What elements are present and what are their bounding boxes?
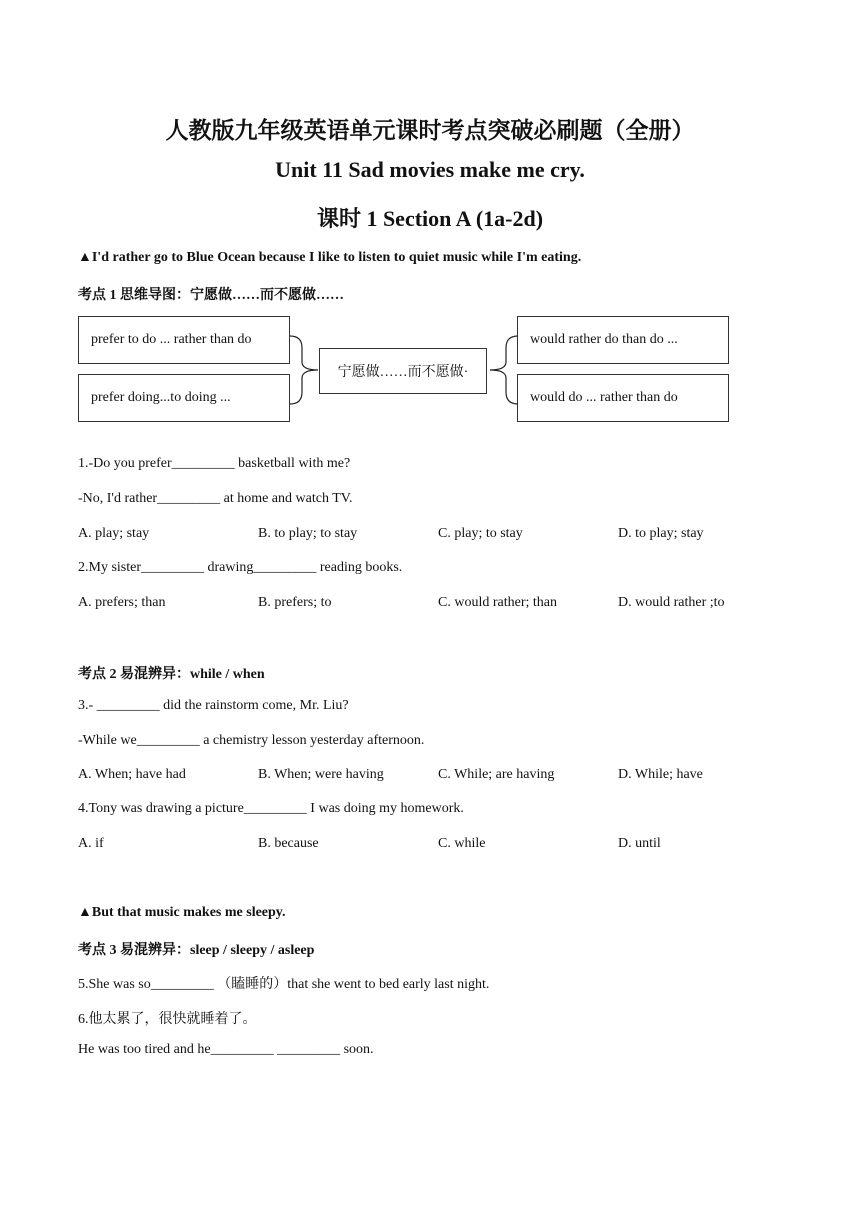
- q1-option-d: D. to play; stay: [618, 526, 704, 541]
- q3-line1: 3.- _________ did the rainstorm come, Mr. Liu?: [78, 698, 349, 713]
- q3-option-a: A. When; have had: [78, 767, 186, 782]
- q1-line1: 1.-Do you prefer_________ basketball with me?: [78, 456, 351, 471]
- q1-option-c: C. play; to stay: [438, 526, 523, 541]
- q1-option-a: A. play; stay: [78, 526, 150, 541]
- q4-option-a: A. if: [78, 836, 104, 851]
- q6-line1: 6.他太累了，很快就睡着了。: [78, 1012, 257, 1027]
- q2-option-a: A. prefers; than: [78, 595, 166, 610]
- q4-line1: 4.Tony was drawing a picture_________ I was doing my homework.: [78, 801, 464, 816]
- key-sentence-2: ▲But that music makes me sleepy.: [78, 905, 286, 920]
- q4-option-c: C. while: [438, 836, 486, 851]
- key-sentence-1: ▲I'd rather go to Blue Ocean because I like to listen to quiet music while I'm eating.: [78, 250, 582, 265]
- q3-line2: -While we_________ a chemistry lesson yesterday afternoon.: [78, 733, 425, 748]
- point-1-heading: 考点 1 思维导图：宁愿做……而不愿做……: [78, 288, 344, 303]
- point-3-heading: 考点 3 易混辨异：sleep / sleepy / asleep: [78, 943, 315, 958]
- q2-option-b: B. prefers; to: [258, 595, 332, 610]
- q2-option-d: D. would rather ;to: [618, 595, 725, 610]
- q3-option-c: C. While; are having: [438, 767, 555, 782]
- q5-line1: 5.She was so_________ （瞌睡的）that she went to bed early last night.: [78, 977, 490, 992]
- q3-option-b: B. When; were having: [258, 767, 384, 782]
- q2-option-c: C. would rather; than: [438, 595, 557, 610]
- q3-option-d: D. While; have: [618, 767, 703, 782]
- q2-line1: 2.My sister_________ drawing_________ reading books.: [78, 560, 403, 575]
- unit-title: Unit 11 Sad movies make me cry.: [275, 157, 585, 182]
- q1-line2: -No, I'd rather_________ at home and watch TV.: [78, 491, 353, 506]
- point-2-heading: 考点 2 易混辨异：while / when: [78, 667, 265, 682]
- mindmap-right-top: would rather do than do ...: [517, 316, 729, 364]
- q1-option-b: B. to play; to stay: [258, 526, 358, 541]
- mindmap-right-bottom: would do ... rather than do: [517, 374, 729, 422]
- mindmap-left-bottom: prefer doing...to doing ...: [78, 374, 290, 422]
- mindmap-center: 宁愿做……而不愿做·: [319, 348, 487, 394]
- left-brace-connector: [288, 334, 322, 406]
- q6-line2: He was too tired and he_________ _________ soon.: [78, 1042, 374, 1057]
- q4-option-d: D. until: [618, 836, 661, 851]
- section-title: 课时 1 Section A (1a-2d): [316, 206, 544, 231]
- mindmap-left-top: prefer to do ... rather than do: [78, 316, 290, 364]
- right-brace-connector: [486, 334, 520, 406]
- document-title: 人教版九年级英语单元课时考点突破必刷题（全册）: [165, 118, 695, 143]
- q4-option-b: B. because: [258, 836, 319, 851]
